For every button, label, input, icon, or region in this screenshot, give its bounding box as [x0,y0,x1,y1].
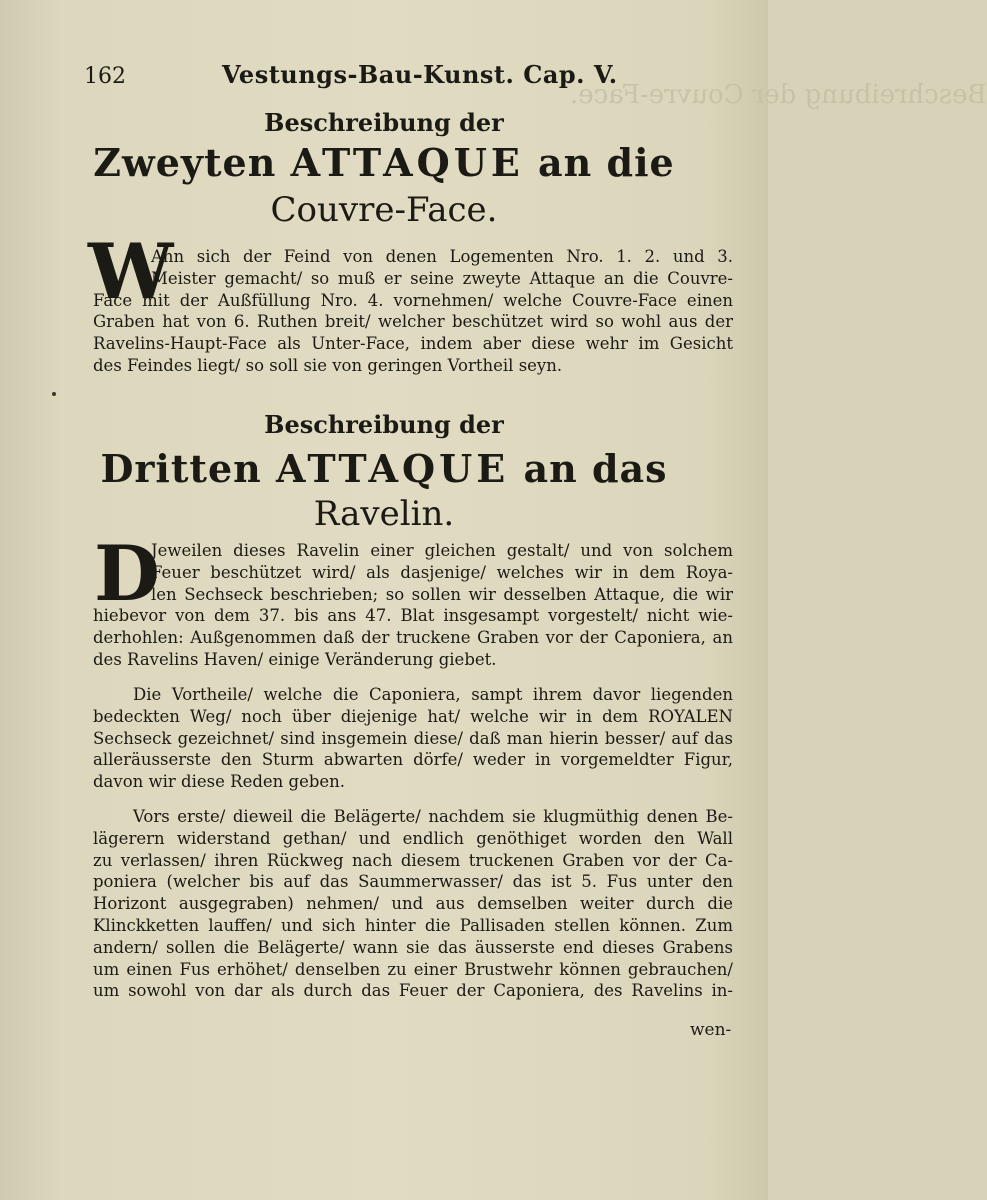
text-line: Ann sich der Feind von denen Logementen Nro. 1. 2. und 3. [151,247,733,266]
text-line: Meister gemacht/ so muß er seine zweyte Attaque an die Couvre- [151,268,733,288]
section1-title-prefix: Zweyten [93,140,277,185]
section1-drop-cap: W [88,227,174,316]
text-line: lägerern widerstand gethan/ und endlich genöthiget worden den Wall [93,828,733,848]
catchword: wen- [690,1020,732,1040]
text-line: um sowohl von dar als durch das Feuer der Caponiera, des Ravelins in- [93,981,733,1001]
section2-subtitle: Ravelin. [313,494,455,534]
section1-title-suffix: an die [538,140,675,185]
section2-paragraph2 [93,684,733,793]
margin-mark [52,392,56,396]
text-line: Feuer beschützet wird/ als dasjenige/ welches wir in dem Roya- [151,562,733,582]
section2-paragraph1 [93,540,733,671]
section1-title [0,140,768,185]
section2-drop-cap: D [94,529,160,618]
text-line: des Feindes liegt/ so soll sie von geringen Vortheil seyn. [93,355,563,375]
text-line: zu verlassen/ ihren Rückweg nach diesem truckenen Graben vor der Ca- [93,850,733,870]
page-number: 162 [84,64,126,89]
section2-title [0,446,768,491]
text-line: alleräusserste den Sturm abwarten dörfe/ weder in vorgemeldter Figur, [93,750,733,770]
text-line: Die Vortheile/ welche die Caponiera, sampt ihrem davor liegenden [133,685,733,704]
section2-paragraph3 [93,806,733,1002]
section2-pre-title: Beschreibung der [264,410,504,439]
text-line: Horizont ausgegraben) nehmen/ und aus demselben weiter durch die [93,894,733,914]
text-line: Sechseck gezeichnet/ sind insgemein diese/ daß man hierin besser/ auf das [93,728,733,748]
text-line: um einen Fus erhöhet/ denselben zu einer Brustwehr können gebrauchen/ [93,959,733,979]
text-line: Vors erste/ dieweil die Belägerte/ nachdem sie klugmüthig denen Be- [133,807,733,826]
text-line: davon wir diese Reden geben. [93,772,346,792]
text-line: derhohlen: Außgenommen daß der truckene Graben vor der Caponiera, an [93,628,733,648]
text-line: Ravelins-Haupt-Face als Unter-Face, indem aber diese wehr im Gesicht [93,334,733,354]
section1-subtitle: Couvre-Face. [270,190,498,230]
text-line: bedeckten Weg/ noch über diejenige hat/ welche wir in dem ROYALEN [93,706,733,726]
text-line: Jeweilen dieses Ravelin einer gleichen gestalt/ und von solchem [151,541,733,560]
text-line: hiebevor von dem 37. bis ans 47. Blat insgesampt vorgestelt/ nicht wie- [93,606,733,626]
text-line: des Ravelins Haven/ einige Veränderung giebet. [93,649,497,669]
text-line: Graben hat von 6. Ruthen breit/ welcher beschützet wird so wohl aus der [93,312,733,332]
bleed-through-text: Beschreibung der Couvre-Face. [570,80,987,110]
section1-pre-title: Beschreibung der [264,108,504,137]
section2-title-suffix: an das [523,446,668,491]
section1-title-caps: ATTAQUE [290,140,524,185]
section2-title-prefix: Dritten [100,446,262,491]
text-line: andern/ sollen die Belägerte/ wann sie das äusserste end dieses Grabens [93,937,733,957]
running-title: Vestungs-Bau-Kunst. Cap. V. [222,60,618,89]
text-line: poniera (welcher bis auf das Saummerwasser/ das ist 5. Fus unter den [93,872,733,892]
text-line: Face mit der Außfüllung Nro. 4. vornehmen/ welche Couvre-Face einen [93,290,733,310]
section1-paragraph [93,246,733,377]
text-line: Klinckketten lauffen/ und sich hinter die Pallisaden stellen können. Zum [93,915,733,935]
section2-title-caps: ATTAQUE [276,446,510,491]
text-line: len Sechseck beschrieben; so sollen wir desselben Attaque, die wir [151,584,733,604]
